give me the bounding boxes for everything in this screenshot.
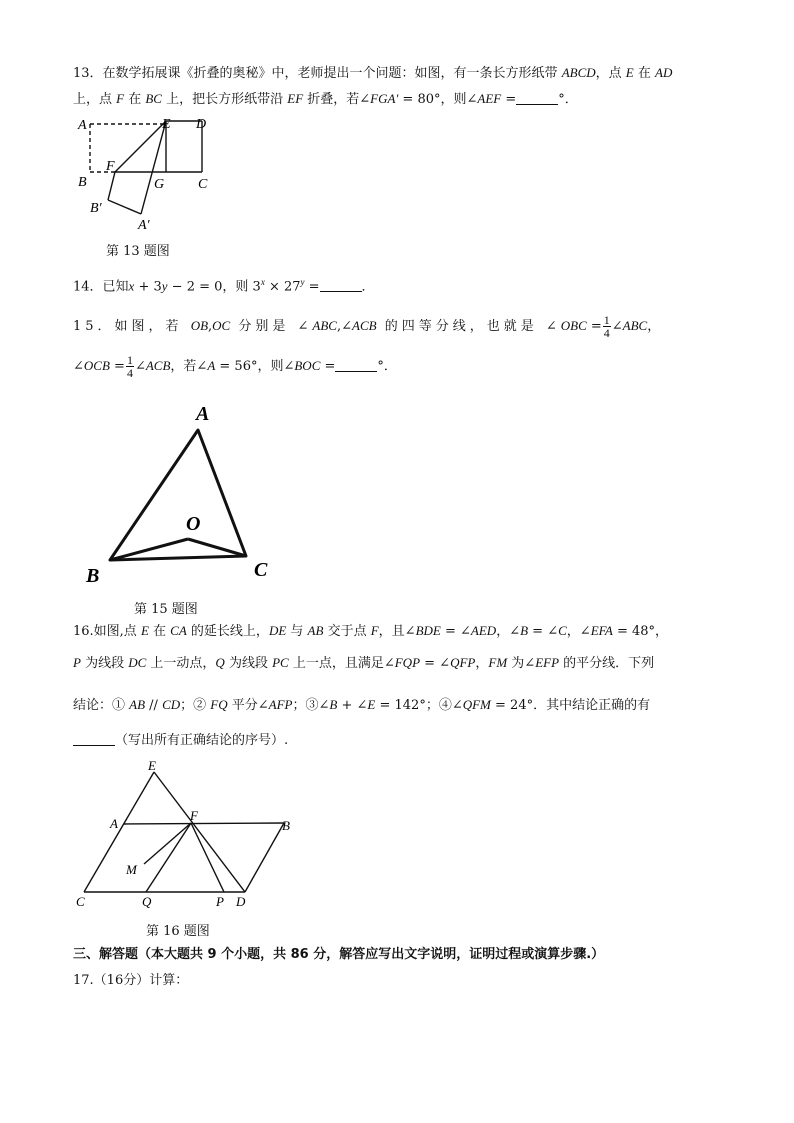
q16-text: = ∠ (528, 624, 559, 639)
q16-text: ， (475, 656, 489, 671)
q16-text: 的平分线．下列 (559, 656, 655, 671)
q16-math: PC (272, 655, 289, 670)
q14-text: ． (361, 279, 375, 295)
q16-math: AED (470, 623, 497, 638)
q14-text: 14．已知 (73, 279, 129, 295)
q16-text: ，∠ (496, 624, 521, 639)
q15-math: ABC (312, 318, 337, 333)
q13-text: = 80°，则∠ (398, 92, 478, 107)
q16-math: DC (128, 655, 147, 670)
q16-line2 (73, 654, 654, 673)
label-D: D (236, 894, 246, 909)
q17-label: 17.（16分）计算： (73, 973, 189, 988)
q15-text: 分别是 ∠ (230, 319, 313, 334)
q16-math: QFP (450, 655, 476, 670)
q16-math: QFM (462, 697, 491, 712)
q16-text: = ∠ (420, 656, 451, 671)
q13-line1 (73, 64, 672, 83)
q16-text: + ∠ (337, 698, 368, 713)
q13-figure (70, 112, 230, 232)
q16-text: 为线段 (80, 656, 129, 671)
q15-text: = (109, 359, 125, 374)
q13-caption: 第 13 题图 (106, 244, 170, 259)
q15-text: ，若∠ (170, 359, 208, 374)
q14-math: x (128, 278, 135, 294)
q15-text: = 56°，则∠ (215, 359, 295, 374)
q15-fraction (603, 314, 611, 339)
q15-math: OC (212, 318, 231, 333)
q15-fraction (126, 354, 134, 379)
q16-math: P (73, 655, 81, 670)
q13-math: AEF (477, 91, 502, 106)
q16-text: // (145, 698, 163, 713)
q13-math: AD (655, 65, 673, 80)
q15-text: ∠ (73, 359, 84, 374)
q15-math: OCB (83, 358, 110, 373)
fraction-denominator: 4 (603, 326, 610, 340)
q15-figure (80, 398, 290, 590)
q14-exp: x (260, 277, 265, 287)
q14-math: y (161, 278, 168, 294)
q16-text: 结论：① (73, 698, 130, 713)
q13-math: FGA′ (370, 91, 399, 106)
q16-text: = 24°．其中结论正确的有 (490, 698, 651, 713)
q16-text: 上一点，且满足∠ (288, 656, 395, 671)
q13-text: = (501, 92, 517, 107)
label-B: B (86, 565, 100, 587)
label-C: C (76, 894, 85, 909)
q15-text: ,∠ (336, 319, 352, 334)
q14-text: = (304, 279, 320, 295)
q15-text: ∠ (134, 359, 146, 374)
q16-math: FQ (210, 697, 228, 712)
q14-text: + 3 (134, 279, 162, 295)
q16-math: EFP (535, 655, 560, 670)
answer-blank[interactable] (320, 279, 362, 292)
q16-math: CD (162, 697, 181, 712)
q13-math: F (116, 91, 125, 106)
q13-text: °． (558, 92, 578, 107)
q16-text: 为∠ (507, 656, 536, 671)
q15-math: A (207, 358, 216, 373)
label-A: A (78, 118, 87, 133)
label-A: A (196, 403, 210, 425)
q15-math: OB (190, 318, 209, 333)
q16-math: FQP (394, 655, 421, 670)
answer-blank[interactable] (73, 733, 115, 746)
q16-line4 (73, 732, 288, 750)
q16-text: （写出所有正确结论的序号）. (115, 733, 289, 748)
label-E: E (162, 117, 171, 132)
q16-caption: 第 16 题图 (146, 924, 210, 939)
q16-text: = ∠ (440, 624, 471, 639)
label-C: C (198, 177, 208, 192)
q16-math: AFP (268, 697, 293, 712)
q16-math: B (520, 623, 529, 638)
q16-math: B (329, 697, 338, 712)
q16-text: 与 (286, 624, 308, 639)
q15-caption: 第 15 题图 (134, 602, 198, 617)
q16-text: 为线段 (224, 656, 273, 671)
q15-math: BOC (294, 358, 321, 373)
label-C: C (254, 559, 268, 581)
label-Q: Q (142, 894, 152, 909)
q16-text: 平分∠ (227, 698, 269, 713)
q16-text: 交于点 (323, 624, 371, 639)
answer-blank[interactable] (516, 92, 558, 105)
q14-line (73, 273, 375, 296)
q16-math: BDE (415, 623, 441, 638)
q16-math: Q (215, 655, 225, 670)
q15-text: ， (647, 319, 661, 334)
q13-math: E (625, 65, 634, 80)
label-G: G (154, 177, 165, 192)
q13-text: 在 (633, 66, 655, 81)
q15-line1 (73, 314, 660, 339)
q16-math: FM (488, 655, 508, 670)
q13-text: 13．在数学拓展课《折叠的奥秘》中，老师提出一个问题：如图，有一条长方形纸带 (73, 66, 562, 81)
q16-line1 (73, 622, 668, 641)
fraction-numerator: 1 (603, 313, 610, 327)
q16-text: 上一动点， (146, 656, 216, 671)
q13-math: EF (287, 91, 304, 106)
label-A-prime: A′ (138, 218, 150, 232)
q15-text: 15．如图，若 (73, 319, 191, 334)
label-E: E (148, 758, 156, 773)
q16-text: ；② (180, 698, 211, 713)
q13-text: 上，点 (73, 92, 117, 107)
fraction-denominator: 4 (126, 366, 133, 380)
q16-math: F (370, 623, 379, 638)
q13-math: BC (145, 91, 162, 106)
q13-line2 (73, 90, 578, 109)
q16-math: E (367, 697, 376, 712)
q13-math: ABCD (561, 65, 596, 80)
label-F: F (106, 159, 115, 174)
q16-text: ，∠ (566, 624, 591, 639)
q15-text: = (320, 359, 336, 374)
label-O: O (186, 513, 201, 535)
label-B-prime: B′ (90, 201, 102, 216)
label-A: A (110, 816, 118, 831)
q15-math: ACB (145, 358, 171, 373)
label-B: B (78, 175, 87, 190)
q13-text: ，点 (595, 66, 626, 81)
q16-text: 在 (148, 624, 171, 639)
q16-text: = 142°；④∠ (375, 698, 463, 713)
fraction-numerator: 1 (126, 353, 133, 367)
q15-line2 (73, 354, 397, 379)
q16-math: EFA (590, 623, 613, 638)
q15-text: , (208, 319, 213, 334)
q13-text: 在 (124, 92, 146, 107)
q16-math: C (558, 623, 567, 638)
q14-text: − 2 = 0，则 3 (167, 279, 261, 295)
q16-text: = 48°， (612, 624, 669, 639)
q16-math: CA (170, 623, 187, 638)
q16-text: ，且∠ (378, 624, 416, 639)
label-M: M (126, 862, 137, 877)
q14-text: × 27 (264, 279, 301, 295)
q15-math: OBC (560, 318, 587, 333)
q15-text: = (586, 319, 602, 334)
q16-text: 的延长线上， (186, 624, 269, 639)
label-B: B (282, 818, 290, 833)
q16-math: AB (307, 623, 324, 638)
q16-math: AB (129, 697, 146, 712)
q15-text: 的四等分线，也就是 ∠ (376, 319, 561, 334)
label-D: D (196, 117, 207, 132)
q16-math: E (140, 623, 149, 638)
q16-line3 (73, 696, 650, 715)
q15-text: °． (377, 359, 397, 374)
label-F: F (190, 808, 198, 823)
q16-text: ；③∠ (292, 698, 330, 713)
label-P: P (216, 894, 224, 909)
q16-figure (70, 758, 310, 916)
q15-text: ∠ (611, 319, 623, 334)
q16-math: DE (268, 623, 287, 638)
q15-math: ABC (622, 318, 648, 333)
section-3-title: 三、解答题（本大题共 9 个小题，共 86 分，解答应写出文字说明，证明过程或演算步骤.） (73, 947, 605, 962)
q14-exp: y (300, 277, 305, 287)
q16-text: 16.如图,点 (73, 624, 141, 639)
q13-text: 折叠，若∠ (303, 92, 371, 107)
q13-text: 上，把长方形纸带沿 (161, 92, 288, 107)
answer-blank[interactable] (335, 359, 377, 372)
q15-math: ACB (352, 318, 377, 333)
